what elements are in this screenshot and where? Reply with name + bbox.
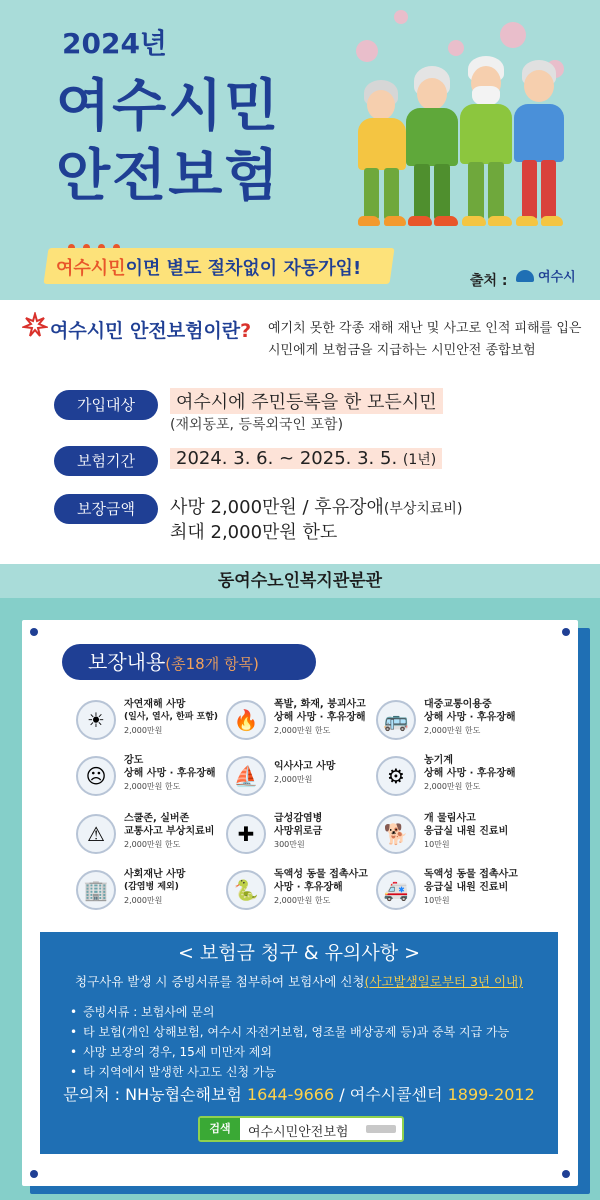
coverage-item: ✚ 급성감염병 사망위로금 300만원 [226, 812, 386, 864]
coverage-item: 🔥 폭발, 화재, 붕괴사고 상해 사망 · 후유장해 2,000만원 한도 [226, 698, 386, 750]
blossom-icon [394, 10, 408, 24]
coverage-title: 보장내용(총18개 항목) [62, 644, 316, 680]
source-label: 출처 : [470, 273, 508, 289]
claim-notes [70, 1002, 509, 1082]
target-value: 여수시에 주민등록을 한 모든시민 [170, 388, 443, 414]
header-banner [0, 0, 600, 300]
corner-dot [30, 628, 38, 636]
senior-illustration [456, 56, 516, 230]
coverage-item: ⚠ 스쿨존, 실버존 교통사고 부상치료비 2,000만원 한도 [76, 812, 236, 864]
city-logo-icon [516, 270, 534, 282]
coverage-item: ☀ 자연재해 사망 (일사, 열사, 한파 포함) 2,000만원 [76, 698, 236, 750]
amount-limit: 최대 2,000만원 한도 [170, 522, 338, 543]
coverage-item: ☹ 강도 상해 사망 · 후유장해 2,000만원 한도 [76, 754, 236, 806]
search-input[interactable]: 여수시민안전보험 [248, 1125, 349, 1140]
corner-dot [562, 628, 570, 636]
target-label: 가입대상 [54, 390, 158, 420]
blossom-icon [356, 40, 378, 62]
infection-icon: ✚ [226, 814, 266, 854]
dog-bite-icon: 🐕 [376, 814, 416, 854]
robbery-icon: ☹ [76, 756, 116, 796]
contact-info: 문의처 : NH농협손해보험 1644-9666 / 여수시콜센터 1899-2012 [63, 1085, 535, 1104]
coverage-item: 🚌 대중교통이용중 상해 사망 · 후유장해 2,000만원 한도 [376, 698, 536, 750]
drowning-icon: ⛵ [226, 756, 266, 796]
corner-dot [30, 1170, 38, 1178]
list-item: • 타 지역에서 발생한 사고도 신청 가능 [70, 1062, 509, 1082]
page-title-line2: 안전보험 [56, 144, 281, 209]
coverage-item: ⚙ 농기계 상해 사망 · 후유장해 2,000만원 한도 [376, 754, 536, 806]
farm-machine-icon: ⚙ [376, 756, 416, 796]
auto-join-text: 여수시민이면 별도 절차없이 자동가입! [56, 258, 362, 279]
intro-description: 예기치 못한 각종 재해 재난 및 사고로 인적 피해를 입은 시민에게 보험금을 지급하는 시민안전 종합보험 [268, 321, 582, 358]
blossom-icon [448, 40, 464, 56]
social-disaster-icon: 🏢 [76, 870, 116, 910]
claim-subtitle: 청구사유 발생 시 증빙서류를 첨부하여 보험사에 신청(사고발생일로부터 3년 이내) [75, 974, 523, 989]
page-title: 여수시민 [56, 74, 281, 139]
coverage-item: 🚑 독액성 동물 접촉사고 응급실 내원 진료비 10만원 [376, 868, 536, 920]
intro-title: 여수시민 안전보험이란? [50, 320, 252, 342]
venom-animal-icon: 🐍 [226, 870, 266, 910]
claim-title: < 보험금 청구 & 유의사항 > [177, 942, 421, 964]
senior-illustration [510, 60, 568, 230]
corner-dot [562, 1170, 570, 1178]
city-logo: 여수시 [516, 266, 576, 285]
coverage-item: 🐕 개 물림사고 응급실 내원 진료비 10만원 [376, 812, 536, 864]
period-value: 2024. 3. 6. ~ 2025. 3. 5. (1년) [170, 448, 442, 469]
branch-banner: 동여수노인복지관분관 [0, 564, 600, 598]
blossom-icon [500, 22, 526, 48]
venom-emergency-icon: 🚑 [376, 870, 416, 910]
search-cursor-bar [366, 1125, 396, 1133]
senior-illustration [402, 66, 462, 230]
natural-disaster-icon: ☀ [76, 700, 116, 740]
list-item: • 사망 보장의 경우, 15세 미만자 제외 [70, 1042, 509, 1062]
coverage-item: 🐍 독액성 동물 접촉사고 사망 · 후유장해 2,000만원 한도 [226, 868, 386, 920]
public-transport-icon: 🚌 [376, 700, 416, 740]
amount-label: 보장금액 [54, 494, 158, 524]
year-label: 2024년 [62, 27, 167, 60]
coverage-item: ⛵ 익사사고 사망 2,000만원 [226, 754, 386, 806]
explosion-fire-icon: 🔥 [226, 700, 266, 740]
burst-icon [22, 312, 48, 338]
period-label: 보험기간 [54, 446, 158, 476]
amount-value: 사망 2,000만원 / 후유장애(부상치료비) [170, 497, 463, 518]
search-button[interactable]: 검색 [200, 1118, 240, 1140]
target-note: (재외동포, 등록외국인 포함) [170, 417, 344, 433]
school-zone-icon: ⚠ [76, 814, 116, 854]
coverage-item: 🏢 사회재난 사망 (감염병 제외) 2,000만원 [76, 868, 236, 920]
list-item: • 타 보험(개인 상해보험, 여수시 자전거보험, 영조물 배상공제 등)과 중복 지급 가능 [70, 1022, 509, 1042]
list-item: • 증빙서류 : 보험사에 문의 [70, 1002, 509, 1022]
